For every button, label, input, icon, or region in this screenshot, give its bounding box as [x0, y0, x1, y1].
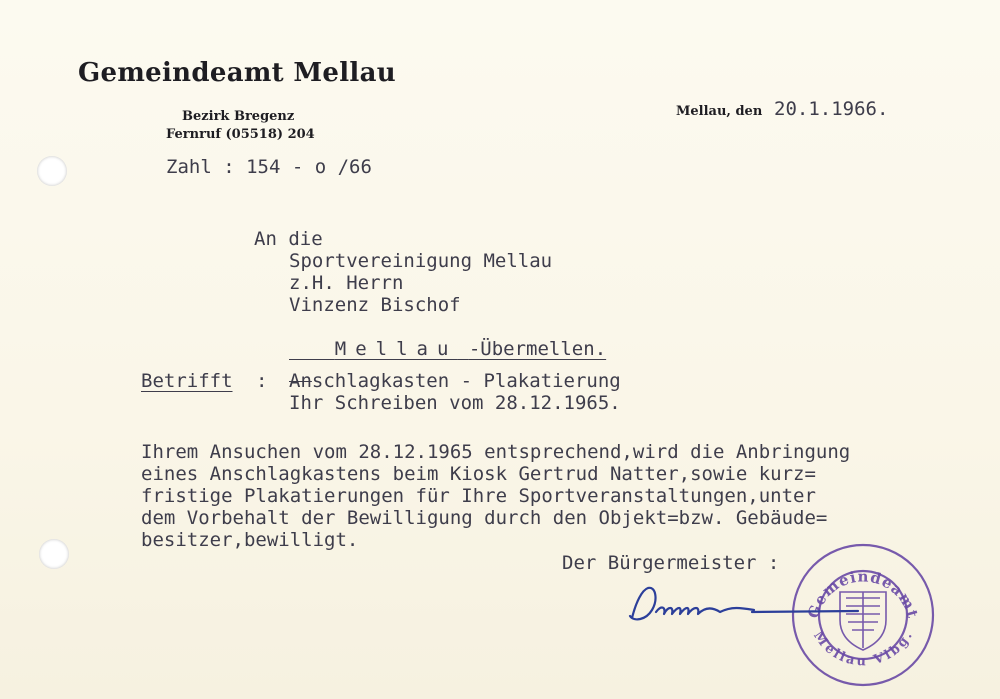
punch-hole-top	[37, 156, 67, 186]
subject-separator: :	[256, 370, 268, 392]
body-line-3: fristige Plakatierungen für Ihre Sportveranstaltungen,unter	[141, 485, 816, 507]
dateline-date: 20.1.1966.	[774, 98, 889, 120]
recipient-line-2: Sportvereinigung Mellau	[289, 250, 553, 272]
body-line-4: dem Vorbehalt der Bewilligung durch den Objekt=bzw. Gebäude=	[141, 507, 828, 529]
punch-hole-bottom	[39, 539, 69, 569]
dateline-label: Mellau, den	[676, 104, 763, 119]
stamp-bottom-text: Mellau Vlbg.	[810, 628, 917, 670]
stamp-top-text: Gemeindeamt	[803, 567, 922, 621]
body-line-1: Ihrem Ansuchen vom 28.12.1965 entsprechend,wird die Anbringung	[141, 441, 851, 463]
subject-line-1: Anschlagkasten - Plakatierung	[289, 370, 621, 392]
recipient-line-1: An die	[254, 228, 323, 250]
recipient-town-spaced: Mellau	[334, 338, 458, 360]
recipient-line-4: Vinzenz Bischof	[289, 294, 461, 316]
body-line-2: eines Anschlagkastens beim Kiosk Gertrud Natter,sowie kurz=	[141, 463, 816, 485]
recipient-town-suffix: -Übermellen.	[468, 338, 607, 360]
letterhead-district: Bezirk Bregenz	[182, 109, 295, 124]
subject-line-2: Ihr Schreiben vom 28.12.1965.	[289, 392, 621, 414]
letterhead-organization: Gemeindeamt Mellau	[78, 58, 396, 88]
reference-number: Zahl : 154 - o /66	[166, 156, 372, 178]
body-line-5: besitzer,bewilligt.	[141, 529, 359, 551]
closing-title: Der Bürgermeister :	[562, 552, 780, 574]
subject-label: Betrifft	[141, 370, 233, 392]
recipient-line-3: z.H. Herrn	[289, 272, 404, 294]
letterhead-phone: Fernruf (05518) 204	[166, 127, 315, 142]
handwritten-signature	[622, 578, 862, 628]
